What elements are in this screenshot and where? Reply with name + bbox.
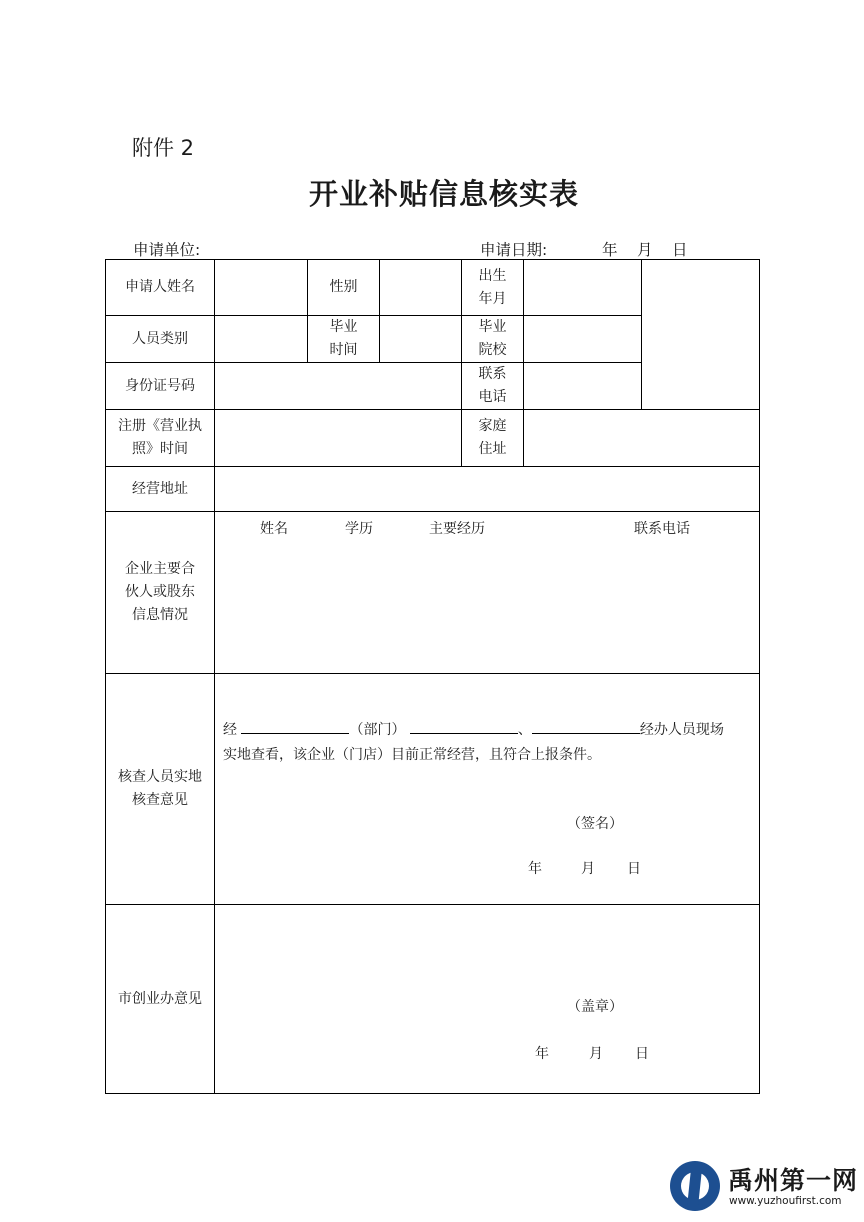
- city-year: 年: [535, 1046, 549, 1062]
- signature-label: （签名）: [567, 816, 623, 832]
- row-partners: [106, 512, 760, 674]
- gender-field[interactable]: [380, 260, 462, 316]
- row-registration: [106, 410, 760, 467]
- partner-col-education: 学历: [345, 521, 373, 537]
- form-title: 开业补贴信息核实表: [308, 177, 579, 211]
- person-type-label: 人员类别: [106, 316, 215, 363]
- gender-label: 性别: [308, 260, 380, 316]
- verification-label: 核查人员实地 核查意见: [106, 674, 215, 905]
- contact-label: 联系 电话: [462, 363, 524, 410]
- city-office-label: 市创业办意见: [106, 905, 215, 1094]
- row-verification: [106, 674, 760, 905]
- partners-label: 企业主要合 伙人或股东 信息情况: [106, 512, 215, 674]
- home-address-label: 家庭 住址: [462, 410, 524, 467]
- applicant-name-field[interactable]: [215, 260, 308, 316]
- row-business-address: [106, 467, 760, 512]
- blank-line-person-2[interactable]: [532, 719, 640, 734]
- attachment-number: 附件 2: [132, 136, 195, 160]
- grad-school-field[interactable]: [524, 316, 642, 363]
- verification-form-table: [105, 259, 760, 1094]
- partner-col-experience: 主要经历: [429, 521, 485, 537]
- grad-time-field[interactable]: [380, 316, 462, 363]
- apply-date-day: 日: [672, 241, 688, 259]
- partner-col-phone: 联系电话: [634, 521, 690, 537]
- birth-date-label: 出生 年月: [462, 260, 524, 316]
- verify-day: 日: [627, 861, 641, 877]
- seal-label: （盖章）: [567, 999, 623, 1015]
- registration-time-field[interactable]: [215, 410, 462, 467]
- photo-box[interactable]: [642, 260, 760, 410]
- grad-school-label: 毕业 院校: [462, 316, 524, 363]
- apply-date-month: 月: [637, 241, 653, 259]
- partners-field[interactable]: [215, 512, 760, 674]
- apply-date-label: 申请日期:: [480, 241, 548, 259]
- verification-statement: 经 （部门） 、 经办人员现场 实地查看，该企业（门店）目前正常经营，且符合上报条件。: [215, 674, 759, 768]
- id-number-label: 身份证号码: [106, 363, 215, 410]
- blank-line-person-1[interactable]: [410, 719, 518, 734]
- verification-field[interactable]: [215, 674, 760, 905]
- city-office-field[interactable]: [215, 905, 760, 1094]
- verify-year: 年: [528, 861, 542, 877]
- grad-time-label: 毕业 时间: [308, 316, 380, 363]
- blank-line-unit[interactable]: [241, 719, 349, 734]
- row-city-office: [106, 905, 760, 1094]
- id-number-field[interactable]: [215, 363, 462, 410]
- site-watermark: [668, 1157, 858, 1217]
- birth-date-field[interactable]: [524, 260, 642, 316]
- person-type-field[interactable]: [215, 316, 308, 363]
- home-address-field[interactable]: [524, 410, 760, 467]
- contact-field[interactable]: [524, 363, 642, 410]
- applicant-name-label: 申请人姓名: [106, 260, 215, 316]
- business-address-field[interactable]: [215, 467, 760, 512]
- row-applicant: [106, 260, 760, 316]
- applicant-unit-label: 申请单位:: [133, 241, 201, 259]
- verify-month: 月: [581, 861, 595, 877]
- apply-date-year: 年: [602, 241, 618, 259]
- partner-col-name: 姓名: [260, 521, 288, 537]
- site-name: 禹州第一网: [728, 1166, 859, 1195]
- business-address-label: 经营地址: [106, 467, 215, 512]
- city-month: 月: [589, 1046, 603, 1062]
- site-url: www.yuzhoufirst.com: [729, 1195, 842, 1207]
- site-logo-icon: [670, 1161, 720, 1211]
- city-day: 日: [635, 1046, 649, 1062]
- registration-time-label: 注册《营业执 照》时间: [106, 410, 215, 467]
